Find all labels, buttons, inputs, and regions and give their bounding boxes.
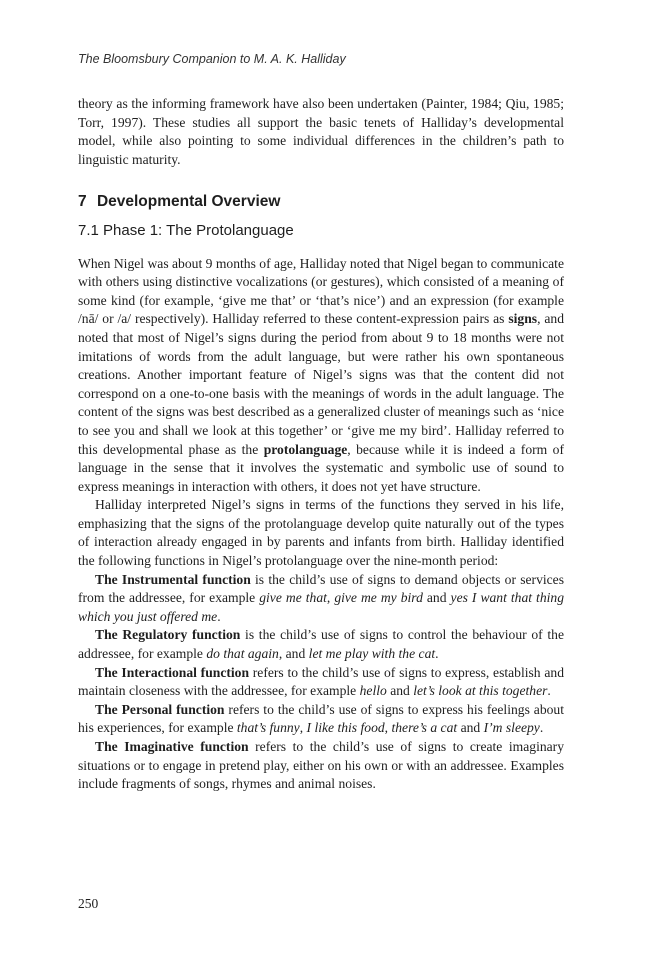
- section-heading: [78, 193, 564, 212]
- function-description: refers to the child’s use of signs to express his feelings about his experiences, for example: [78, 701, 565, 736]
- term-signs: signs: [508, 311, 538, 327]
- function-name: The Imaginative function: [95, 739, 249, 754]
- page-number: 250: [78, 896, 99, 911]
- function-instrumental: [78, 571, 564, 627]
- separator: , and: [278, 646, 309, 662]
- subsection-heading: 7.1 Phase 1: The Protolanguage: [78, 221, 294, 239]
- example: hello: [359, 683, 387, 699]
- example: let’s look at this together: [413, 683, 548, 699]
- example: give me that: [259, 590, 327, 606]
- separator: .: [217, 608, 221, 624]
- function-name: The Interactional function: [95, 664, 250, 680]
- separator: .: [547, 683, 551, 699]
- paragraph-protolanguage: [78, 255, 564, 497]
- function-regulatory: [78, 626, 564, 663]
- separator: ,: [326, 590, 335, 606]
- paragraph-functions-intro: Halliday interpreted Nigel’s signs in terms of the functions they served in his life, emphasizing that the signs of the protolanguage develop quite naturally out of the types of interaction already engaged in by parents and infants from birth. Halliday identified the following functions in Nigel’s protolanguage over the nine-month period:: [78, 497, 564, 569]
- separator: ,: [299, 720, 307, 736]
- example: that’s funny: [236, 720, 300, 736]
- function-name: The Instrumental function: [95, 571, 251, 587]
- function-description: is the child’s use of signs to demand objects or services from the addressee, for example: [78, 571, 565, 606]
- separator: and: [386, 683, 414, 699]
- example: yes I want that thing which you just offered me: [78, 590, 564, 624]
- separator: ,: [384, 720, 392, 736]
- function-description: is the child’s use of signs to control the behaviour of the addressee, for example: [78, 627, 565, 662]
- example: I’m sleepy: [483, 720, 540, 736]
- para1-text-1: When Nigel was about 9 months of age, Halliday noted that Nigel began to communicate with others using distinctive vocalizations (or gestures), which consisted of a meaning of some kind (for example, ‘give me that’ or ‘that’s nice’) and an expression (for example /nā/ or /a/ respectively). Halliday referred to these content-expression pairs as: [78, 255, 564, 327]
- intro-paragraph: theory as the informing framework have also been undertaken (Painter, 1984; Qiu, 1985; Torr, 1997). These studies all support the basic tenets of Halliday’s developmental model, while also pointing to some individual differences in the children’s path to linguistic maturity.: [78, 96, 564, 167]
- example: do that again: [206, 646, 279, 662]
- example: there’s a cat: [391, 720, 458, 736]
- example: let me play with the cat: [308, 646, 436, 662]
- running-head: The Bloomsbury Companion to M. A. K. Halliday: [78, 52, 346, 66]
- function-name: The Personal function: [95, 701, 225, 717]
- example: I like this food: [306, 720, 385, 736]
- section-title: Developmental Overview: [96, 193, 281, 211]
- example: give me my bird: [334, 590, 423, 606]
- function-personal: [78, 701, 564, 738]
- section-number: 7: [78, 193, 87, 211]
- function-description: refers to the child’s use of signs to create imaginary situations or to engage in pretend play, either on his own or with an addressee. Examples include fragments of songs, rhymes and animal noises.: [78, 739, 564, 792]
- para1-text-3: , because while it is indeed a form of language in the sense that it involves the systematic and symbolic use of sound to express meanings in interaction with others, it does not yet have structure.: [78, 441, 564, 494]
- function-name: The Regulatory function: [95, 627, 241, 643]
- body-text: [78, 95, 564, 794]
- function-imaginative: [78, 738, 564, 794]
- separator: and: [422, 590, 451, 606]
- para1-text-2: , and noted that most of Nigel’s signs during the period from about 9 to 18 months were not imitations of words from the adult language, but were rather his own spontaneous creations. Another important feature of Nigel’s signs was that the content did not correspond on a one-to-one basis with the meanings of words in the adult language. The content of the signs was best described as a generalized cluster of meanings such as ‘nice to see you and shall we look at this together’ or ‘give me my bird’. Halliday referred to this developmental phase as the: [78, 311, 564, 457]
- separator: .: [435, 646, 439, 662]
- separator: and: [457, 720, 484, 736]
- separator: .: [539, 720, 544, 736]
- function-description: refers to the child’s use of signs to express, establish and maintain closeness with the addressee, for example: [78, 664, 564, 699]
- term-protolanguage: protolanguage: [263, 441, 348, 457]
- function-interactional: [78, 664, 564, 701]
